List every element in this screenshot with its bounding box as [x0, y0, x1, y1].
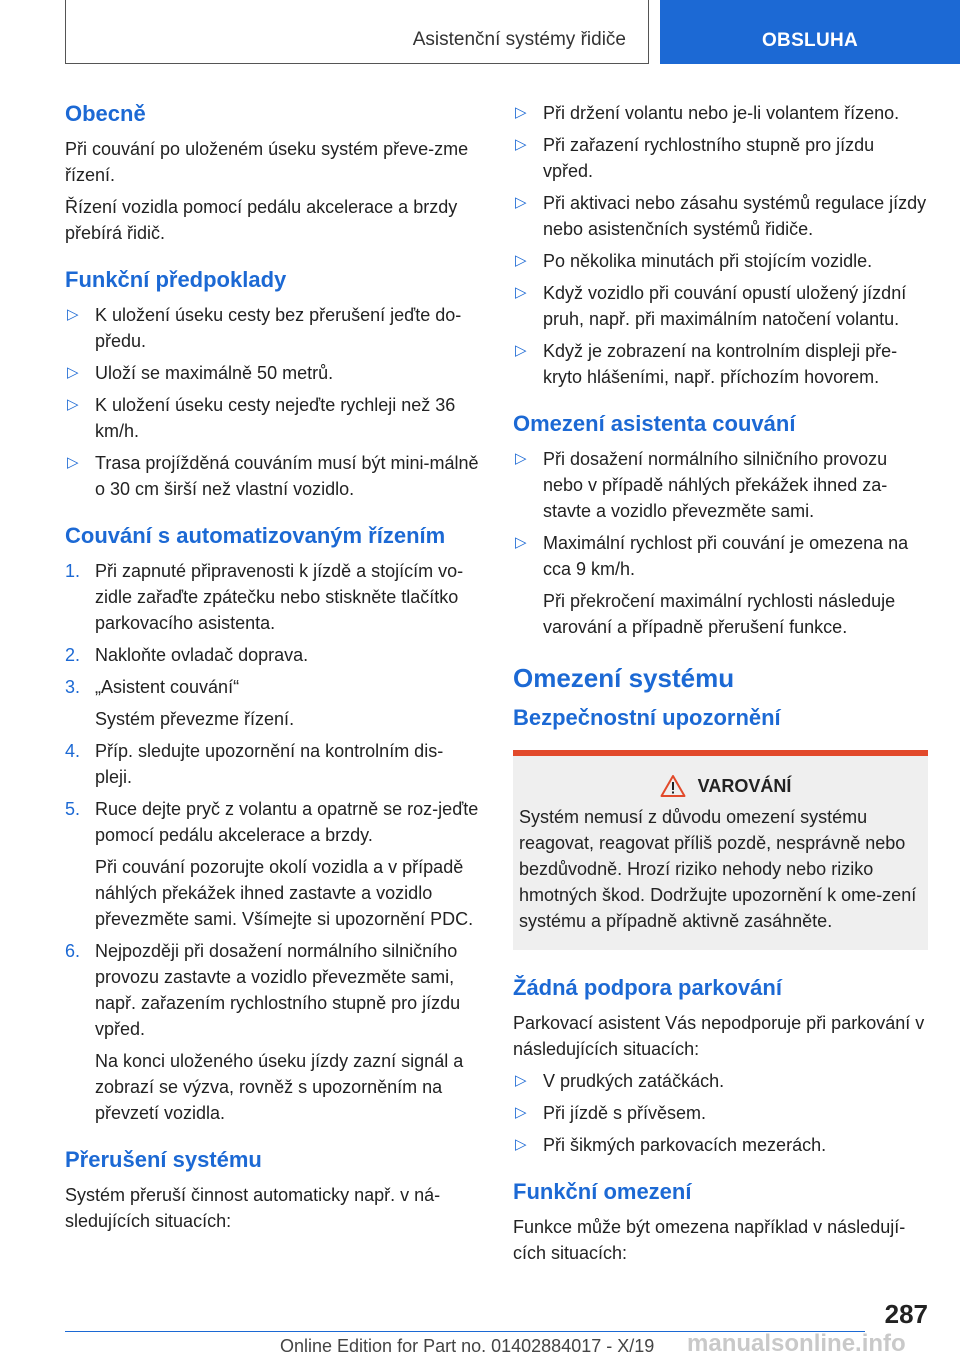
step-item: 1. Při zapnuté připravenosti k jízdě a stojícím vo-zidle zařaďte zpátečku nebo stiskněte tlačítko parkovacího asistenta. — [65, 558, 480, 636]
list-item: ▷ Při držení volantu nebo je-li volantem řízeno. — [513, 100, 928, 126]
bullet-triangle-icon: ▷ — [515, 450, 527, 467]
list-item: ▷ V prudkých zatáčkách. — [513, 1068, 928, 1094]
footer-edition: Online Edition for Part no. 01402884017 - X/19 — [280, 1336, 655, 1356]
paragraph: Systém přeruší činnost automaticky např. v ná-sledujících situacích: — [65, 1185, 441, 1231]
paragraph: Parkovací asistent Vás nepodporuje při parkování v následujících situacích: — [513, 1013, 925, 1059]
bullet-triangle-icon: ▷ — [515, 1104, 527, 1121]
bullet-triangle-icon: ▷ — [515, 284, 527, 301]
header-chapter-tab[interactable] — [660, 0, 960, 64]
paragraph: Řízení vozidla pomocí pedálu akcelerace a brzdy přebírá řidič. — [65, 197, 458, 243]
warning-text: Systém nemusí z důvodu omezení systému reagovat, reagovat příliš pozdě, nesprávně nebo bezdůvodně. Hrozí riziko nehody nebo riziko hmotných škod. Dodržujte upozornění k ome-zení systému a případně aktivně zasáhněte. — [519, 807, 917, 931]
paragraph: Při couvání po uloženém úseku systém převe-zme řízení. — [65, 139, 469, 185]
bullet-triangle-icon: ▷ — [67, 364, 79, 381]
heading-obecne: Obecně — [65, 101, 146, 126]
left-column — [65, 100, 480, 1240]
bullet-triangle-icon: ▷ — [515, 252, 527, 269]
heading-omezeni-systemu: Omezení systému — [513, 663, 735, 693]
list-item: ▷ Při dosažení normálního silničního provozu nebo v případě náhlých překážek ihned za-stavte a vozidlo převezměte sami. — [513, 446, 928, 524]
step-item: 2. Nakloňte ovladač doprava. — [65, 642, 480, 668]
heading-omezeni-asistenta: Omezení asistenta couvání — [513, 411, 796, 436]
list-item: ▷ Uloží se maximálně 50 metrů. — [65, 360, 480, 386]
step-item: 5. Ruce dejte pryč z volantu a opatrně se roz-jeďte pomocí pedálu akcelerace a brzdy. Při couvání pozorujte okolí vozidla a v případě náhlých překážek ihned zastavte a vozidlo převezměte sami. Všímejte si upozornění PDC. — [65, 796, 480, 932]
step-number: 5. — [65, 799, 81, 819]
bullet-triangle-icon: ▷ — [67, 396, 79, 413]
warning-title-text: VAROVÁNÍ — [697, 775, 792, 796]
heading-funkcni-predpoklady: Funkční předpoklady — [65, 267, 287, 292]
right-column — [513, 100, 928, 1272]
step-number: 3. — [65, 677, 81, 697]
bullet-triangle-icon: ▷ — [515, 136, 527, 153]
list-item: ▷ K uložení úseku cesty nejeďte rychleji než 36 km/h. — [65, 392, 480, 444]
step-item: 3. „Asistent couvání“ Systém převezme řízení. — [65, 674, 480, 732]
heading-couvani: Couvání s automatizovaným řízením — [65, 523, 446, 548]
step-item: 4. Příp. sledujte upozornění na kontrolním dis-pleji. — [65, 738, 480, 790]
bullet-triangle-icon: ▷ — [515, 534, 527, 551]
list-item: ▷ Při jízdě s přívěsem. — [513, 1100, 928, 1126]
list-item: ▷ Při šikmých parkovacích mezerách. — [513, 1132, 928, 1158]
heading-preruseni: Přerušení systému — [65, 1147, 262, 1172]
step-number: 1. — [65, 561, 81, 581]
warning-box — [513, 750, 928, 950]
list-item: ▷ Po několika minutách při stojícím vozidle. — [513, 248, 928, 274]
step-item: 6. Nejpozději při dosažení normálního silničního provozu zastavte a vozidlo převezměte sami, např. zařazením rychlostního stupně pro jízdu vpřed. Na konci uloženého úseku jízdy zazní signál a zobrazí se výzva, rovněž s upozorněním na převzetí vozidla. — [65, 938, 480, 1126]
paragraph: Funkce může být omezena například v následují-cích situacích: — [513, 1217, 906, 1263]
bullet-triangle-icon: ▷ — [515, 194, 527, 211]
bullet-triangle-icon: ▷ — [515, 342, 527, 359]
watermark: manualsonline.info — [687, 1330, 906, 1357]
step-number: 4. — [65, 741, 81, 761]
heading-zadna-podpora: Žádná podpora parkování — [513, 975, 782, 1000]
header-section-title: Asistenční systémy řidiče — [412, 29, 626, 50]
list-item: ▷ Maximální rychlost při couvání je omezena na cca 9 km/h. Při překročení maximální rychlosti následuje varování a případně přerušení funkce. — [513, 530, 928, 640]
heading-funkcni-omezeni: Funkční omezení — [513, 1179, 692, 1204]
step-number: 6. — [65, 941, 81, 961]
header-section-box — [65, 0, 649, 64]
warning-title — [519, 774, 922, 798]
bullet-triangle-icon: ▷ — [67, 454, 79, 471]
list-item: ▷ Při zařazení rychlostního stupně pro jízdu vpřed. — [513, 132, 928, 184]
bullet-triangle-icon: ▷ — [67, 306, 79, 323]
bullet-triangle-icon: ▷ — [515, 1072, 527, 1089]
list-item: ▷ Když vozidlo při couvání opustí uložený jízdní pruh, např. při maximálním natočení volantu. — [513, 280, 928, 332]
bullet-triangle-icon: ▷ — [515, 1136, 527, 1153]
list-item: ▷ K uložení úseku cesty bez přerušení jeďte do-předu. — [65, 302, 480, 354]
step-number: 2. — [65, 645, 81, 665]
heading-bezpecnostni-upozorneni: Bezpečnostní upozornění — [513, 705, 781, 730]
list-item: ▷ Trasa projížděná couváním musí být mini-málně o 30 cm širší než vlastní vozidlo. — [65, 450, 480, 502]
header-chapter-label: OBSLUHA — [761, 30, 859, 51]
bullet-triangle-icon: ▷ — [515, 104, 527, 121]
list-item: ▷ Když je zobrazení na kontrolním displeji pře-kryto hlášeními, např. příchozím hovorem. — [513, 338, 928, 390]
page-number: 287 — [884, 1299, 928, 1329]
list-item: ▷ Při aktivaci nebo zásahu systémů regulace jízdy nebo asistenčních systémů řidiče. — [513, 190, 928, 242]
page-header — [0, 0, 960, 66]
warning-triangle-icon — [660, 774, 686, 798]
